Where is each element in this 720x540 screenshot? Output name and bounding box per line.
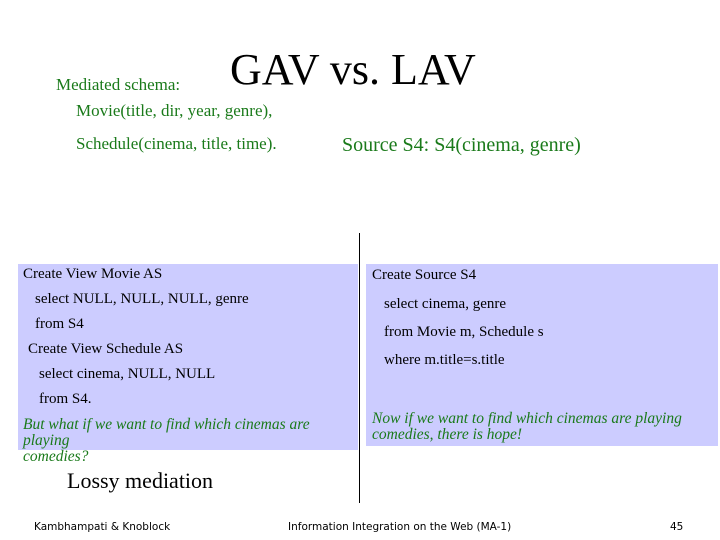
gav-note — [23, 417, 358, 465]
lav-definition-box — [366, 264, 718, 446]
gav-line: select NULL, NULL, NULL, genre — [35, 291, 249, 307]
schema-schedule: Schedule(cinema, title, time). — [76, 134, 277, 153]
lav-note — [372, 411, 682, 443]
slide-title: GAV vs. LAV — [230, 45, 476, 94]
source-s4-definition: Source S4: S4(cinema, genre) — [342, 134, 581, 156]
gav-line: from S4 — [35, 316, 84, 332]
mediated-schema-label: Mediated schema: — [56, 75, 181, 94]
gav-note-line: But what if we want to find which cinemas are playing — [23, 416, 310, 449]
lav-line: from Movie m, Schedule s — [384, 324, 544, 340]
lav-note-line: comedies, there is hope! — [372, 426, 523, 443]
gav-line: Create View Movie AS — [23, 266, 163, 282]
caption-lossy-mediation: Lossy mediation — [67, 468, 214, 493]
lav-note-line: Now if we want to find which cinemas are playing — [372, 410, 682, 427]
footer-page-number: 45 — [670, 521, 684, 533]
gav-line: select cinema, NULL, NULL — [39, 366, 216, 382]
lav-line: where m.title=s.title — [384, 352, 505, 368]
vertical-divider — [359, 233, 360, 503]
gav-note-line: comedies? — [23, 448, 89, 465]
lav-line: Create Source S4 — [372, 267, 477, 283]
schema-movie: Movie(title, dir, year, genre), — [76, 101, 273, 120]
lav-line: select cinema, genre — [384, 296, 507, 312]
gav-line: from S4. — [39, 391, 92, 407]
footer-course-title: Information Integration on the Web (MA-1) — [288, 521, 512, 533]
gav-line: Create View Schedule AS — [28, 341, 184, 357]
gav-definition-box — [18, 264, 358, 465]
footer-authors: Kambhampati & Knoblock — [34, 521, 171, 533]
